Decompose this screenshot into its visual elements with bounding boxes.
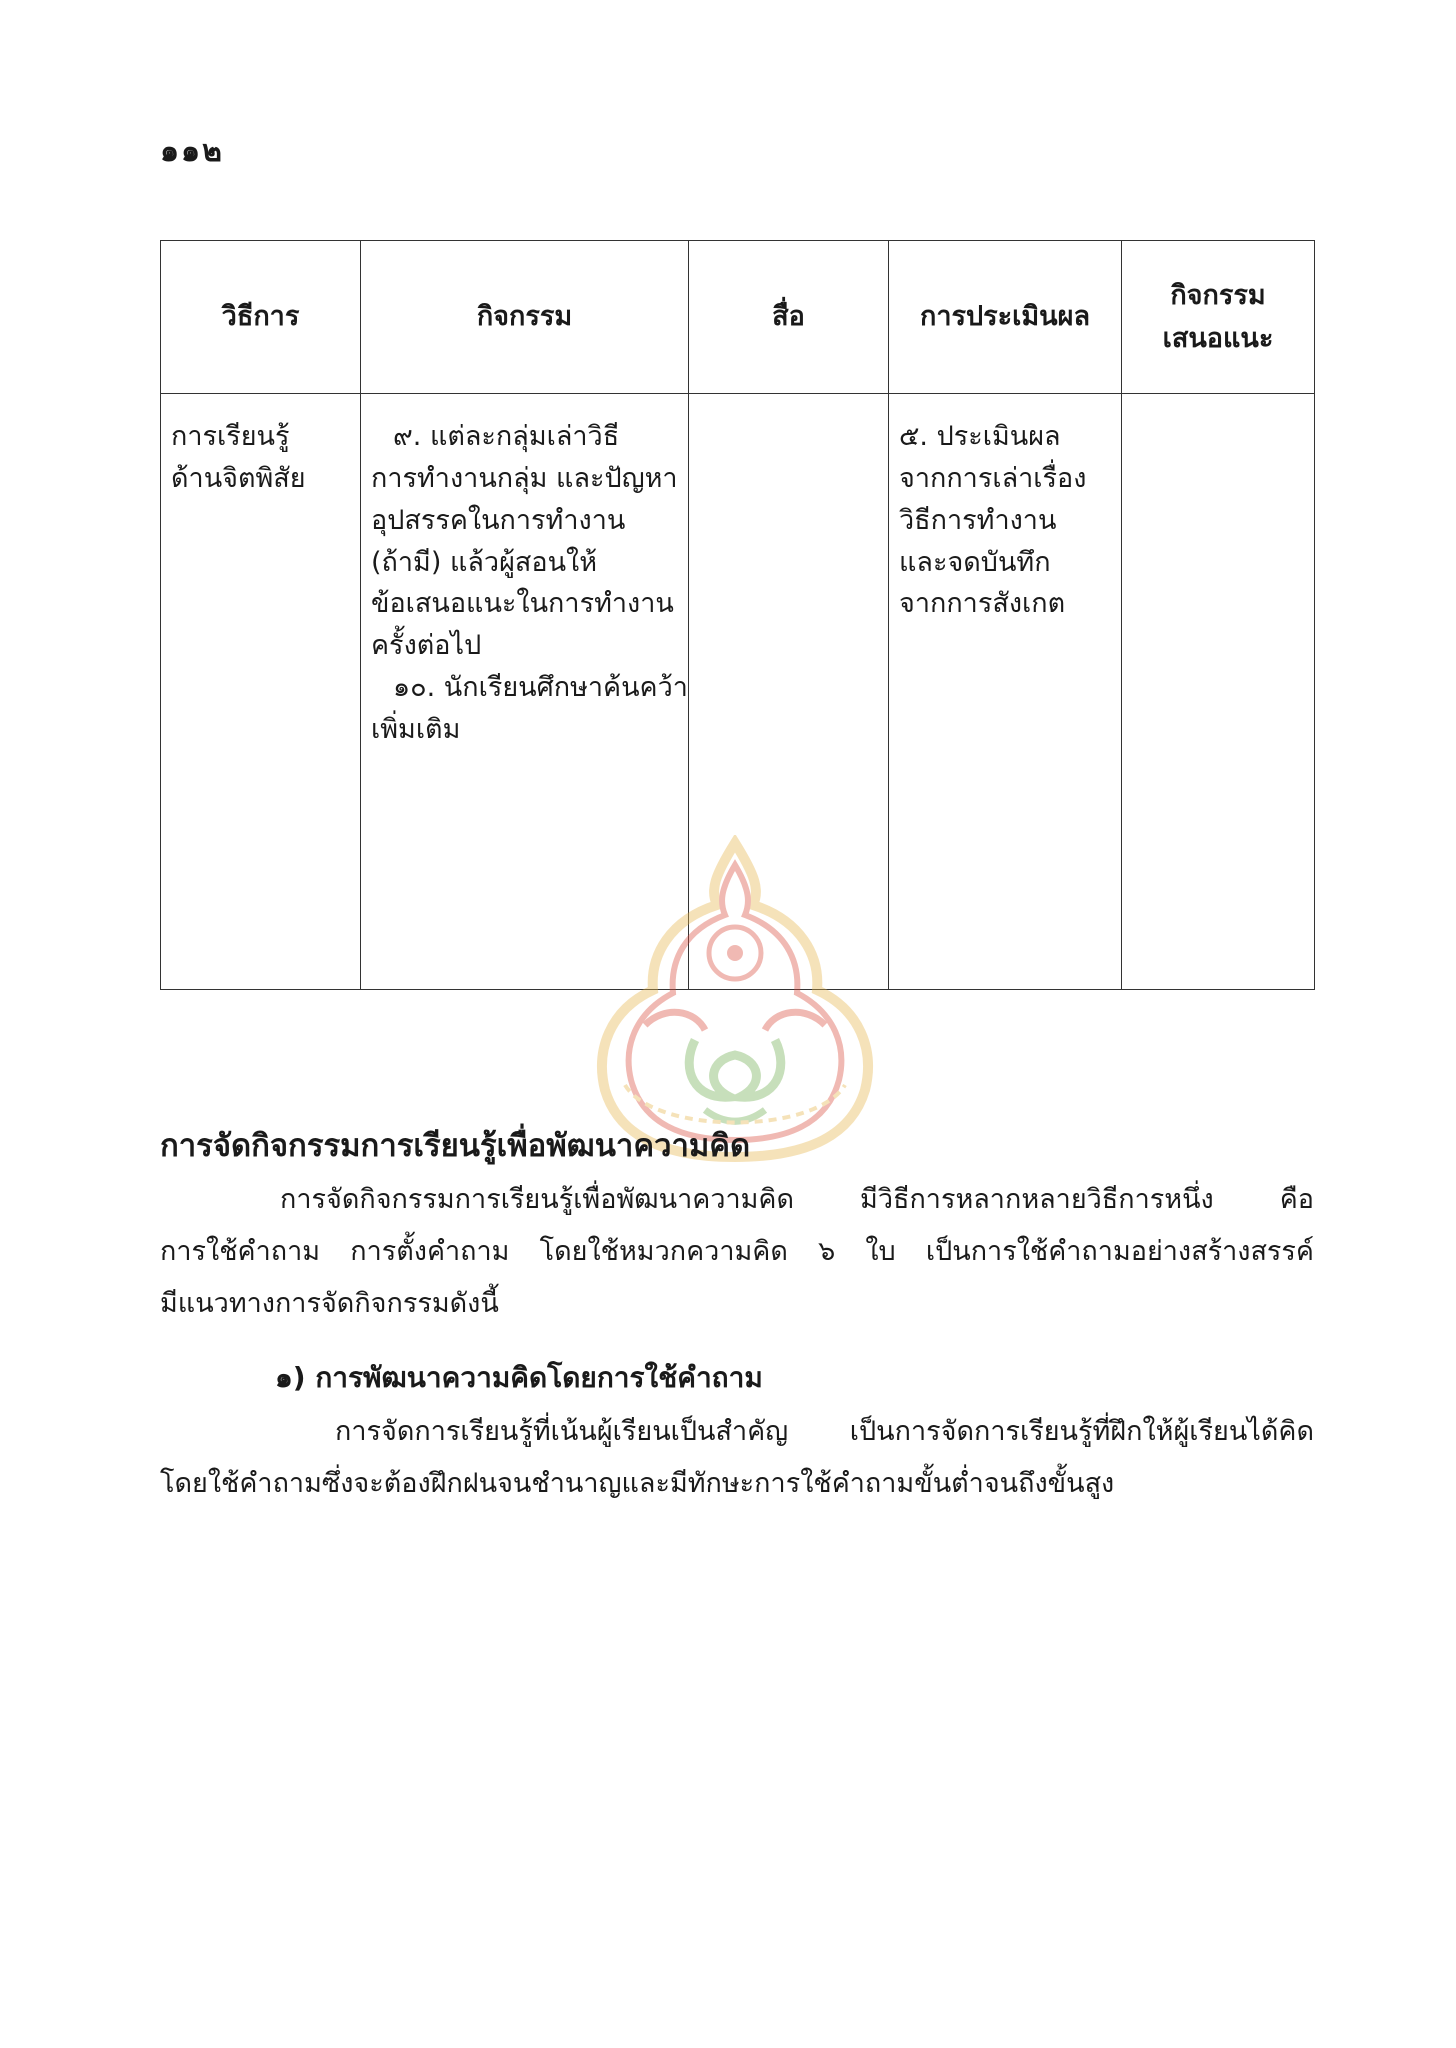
paragraph-line: โดยใช้คำถามซึ่งจะต้องฝึกฝนจนชำนาญและมีทักษะการใช้คำถามขั้นต่ำจนถึงขั้นสูง (160, 1468, 1115, 1499)
cell-evaluation (889, 394, 1122, 990)
header-media: สื่อ (689, 241, 889, 394)
evaluation-line: ๕. ประเมินผล (899, 421, 1061, 452)
subheading: ๑) การพัฒนาความคิดโดยการใช้คำถาม (275, 1361, 763, 1394)
header-activity: กิจกรรม (361, 241, 689, 394)
method-line: การเรียนรู้ (171, 421, 290, 452)
header-method: วิธีการ (161, 241, 361, 394)
evaluation-line: จากการเล่าเรื่อง (899, 462, 1087, 494)
evaluation-line: และจดบันทึก (899, 546, 1051, 578)
activity-line: การทำงานกลุ่ม และปัญหา (371, 462, 678, 494)
paragraph-line: มีแนวทางการจัดกิจกรรมดังนี้ (160, 1288, 499, 1319)
activity-line: เพิ่มเติม (371, 713, 461, 745)
paragraph-1 (160, 1174, 1314, 1330)
method-line: ด้านจิตพิสัย (171, 462, 306, 494)
activity-line: ๙. แต่ละกลุ่มเล่าวิธี (393, 421, 620, 452)
page-number: ๑๑๒ (160, 134, 224, 169)
evaluation-line: จากการสังเกต (899, 588, 1066, 620)
header-suggested-line: เสนอแนะ (1162, 323, 1274, 354)
watermark-seal-icon (585, 835, 885, 1165)
activity-line: ๑๐. นักเรียนศึกษาค้นคว้า (393, 672, 688, 704)
header-evaluation: การประเมินผล (889, 241, 1122, 394)
activity-line: (ถ้ามี) แล้วผู้สอนให้ (371, 546, 598, 578)
evaluation-line: วิธีการทำงาน (899, 504, 1057, 536)
table-header-row (161, 241, 1315, 394)
activity-line: ข้อเสนอแนะในการทำงาน (371, 588, 674, 620)
header-suggested-line: กิจกรรม (1170, 279, 1266, 311)
cell-method (161, 394, 361, 990)
paragraph-line: การจัดกิจกรรมการเรียนรู้เพื่อพัฒนาความคิด มีวิธีการหลากหลายวิธีการหนึ่ง คือ (280, 1184, 1314, 1215)
header-suggested (1122, 241, 1315, 394)
section-title: การจัดกิจกรรมการเรียนรู้เพื่อพัฒนาความคิด (160, 1128, 751, 1164)
cell-suggested (1122, 394, 1315, 990)
paragraph-line: การจัดการเรียนรู้ที่เน้นผู้เรียนเป็นสำคัญ เป็นการจัดการเรียนรู้ที่ฝึกให้ผู้เรียนได้คิด (335, 1416, 1314, 1447)
paragraph-line: การใช้คำถาม การตั้งคำถาม โดยใช้หมวกความคิด ๖ ใบ เป็นการใช้คำถามอย่างสร้างสรรค์ (160, 1236, 1314, 1267)
paragraph-2 (160, 1406, 1314, 1510)
activity-line: อุปสรรคในการทำงาน (371, 504, 626, 536)
activity-line: ครั้งต่อไป (371, 630, 482, 662)
